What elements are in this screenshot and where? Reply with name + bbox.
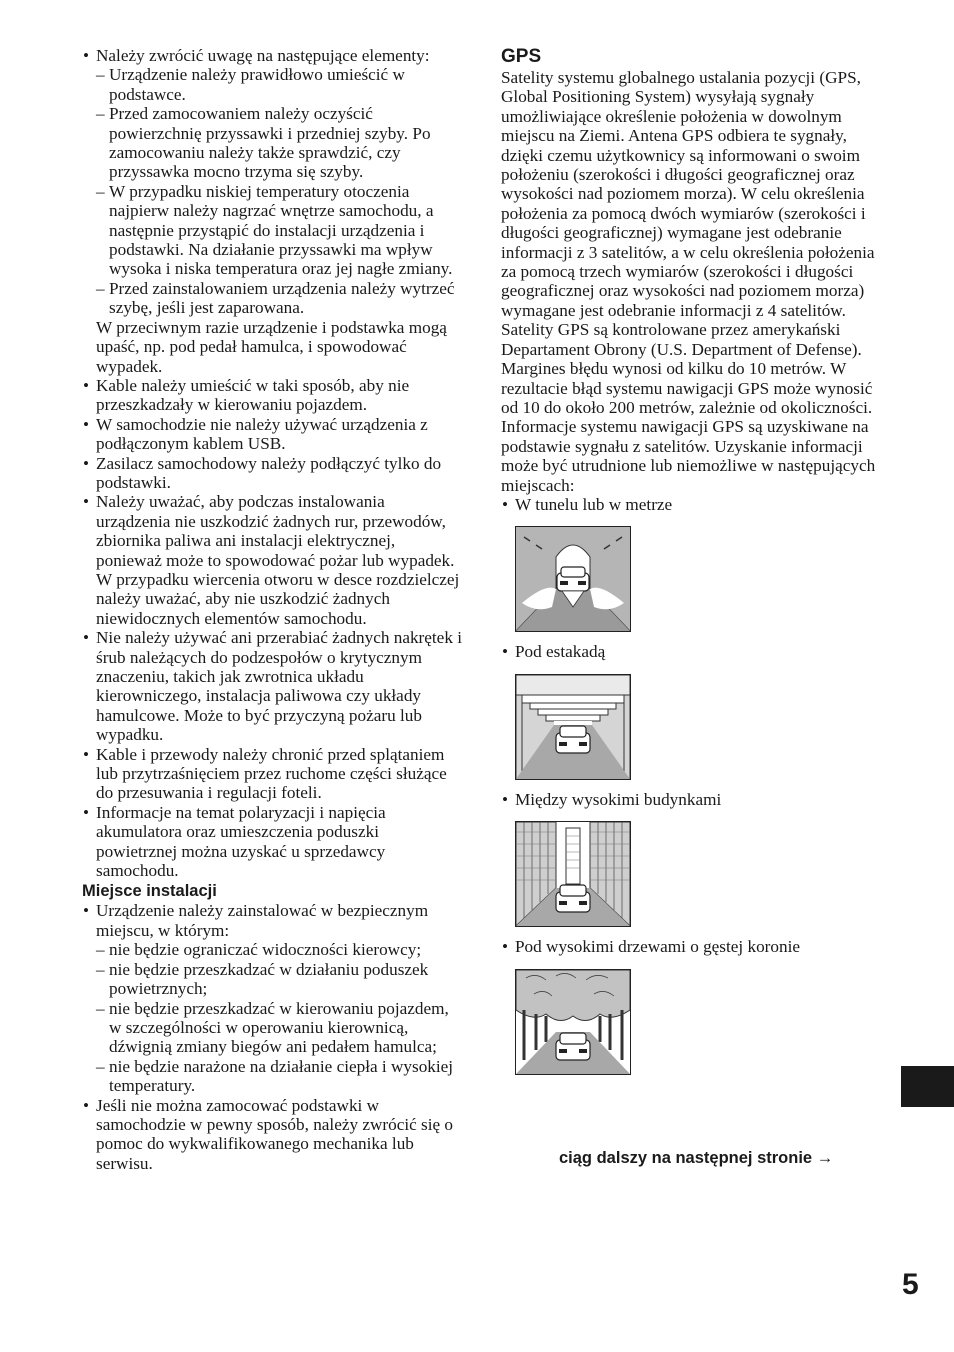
list-item: • Należy zwrócić uwagę na następujące elementy: [82,46,462,65]
location-item-overpass: • Pod estakadą [501,642,886,661]
location-item-trees: • Pod wysokimi drzewami o gęstej koronie [501,937,886,956]
list-subitem: – nie będzie przeszkadzać w działaniu poduszek powietrznych; [82,960,462,999]
list-continuation: W przeciwnym razie urządzenie i podstawka mogą upaść, np. pod pedał hamulca, i spowodować wypadek. [96,317,447,376]
list-item: • Jeśli nie można zamocować podstawki w samochodzie w pewny sposób, należy zwrócić się o pomoc do wykwalifikowanego mechanika lub serwisu. [82,1096,462,1174]
list-item: • Informacje na temat polaryzacji i napięcia akumulatora oraz umieszczenia poduszki powietrznej można uzyskać u sprzedawcy samochodu. [82,803,462,881]
continued-text: ciąg dalszy na następnej stronie [559,1149,813,1167]
arrow-right-icon: → [816,1149,834,1167]
left-column [82,46,462,1173]
right-column [501,46,886,1085]
list-item: • Urządzenie należy zainstalować w bezpiecznym miejscu, w którym: [82,901,462,940]
section-heading-installation-place: Miejsce instalacji [82,882,217,901]
gps-paragraph: Satelity systemu globalnego ustalania pozycji (GPS, Global Positioning System) wysyłają sygnały umożliwiające określenie położenia w dowolnym miejscu na Ziemi. Antena GPS odbiera te sygnały, dzięki czemu użytkownicy są informowani o swoim położeniu (szerokości i długości geograficznej oraz wysokości nad poziomem morza). W celu określenia położenia za pomocą dwóch wymiarów (szerokości i długości geograficznej) wymagane jest odebranie informacji z 3 satelitów, a w celu określenia położenia za pomocą trzech wymiarów (szerokości i długości geograficznej oraz wysokości nad poziomem morza) wymagane jest odebranie informacji z 4 satelitów. Satelity GPS są kontrolowane przez amerykański Departament Obrony (U.S. Department of Defense). Margines błędu wynosi od kilku do 10 metrów. W rezultacie błąd systemu nawigacji GPS może wynosić od 10 do około 200 metrów, zależnie od okoliczności. Informacje systemu nawigacji GPS są uzyskiwane na podstawie sygnału z satelitów. Uzyskanie informacji może być utrudnione lub niemożliwe w następujących miejscach: [501,68,876,495]
buildings-illustration [515,821,631,927]
list-subitem: – W przypadku niskiej temperatury otoczenia najpierw należy nagrzać wnętrze samochodu, a następnie przystąpić do instalacji urządzenia i podstawki. Na działanie przyssawki ma wpływ wysoka i niska temperatura oraz jej nagłe zmiany. [82,182,462,279]
list-subitem: – nie będzie ograniczać widoczności kierowcy; [82,940,462,959]
page-number: 5 [902,1268,919,1301]
continued-next-page-note [559,1148,833,1168]
list-item: • W samochodzie nie należy używać urządzenia z podłączonym kablem USB. [82,415,462,454]
list-item: • Nie należy używać ani przerabiać żadnych nakrętek i śrub należących do podzespołów o krytycznym znaczeniu, takich jak zwrotnica układu kierowniczego, instalacja paliwowa czy układy hamulcowe. Może to być przyczyną pożaru lub wypadku. [82,628,462,744]
list-subitem: – Urządzenie należy prawidłowo umieścić w podstawce. [82,65,462,104]
list-item: • Kable należy umieścić w taki sposób, aby nie przeszkadzały w kierowaniu pojazdem. [82,376,462,415]
list-subitem: – nie będzie narażone na działanie ciepła i wysokiej temperatury. [82,1057,462,1096]
list-item: • Należy uważać, aby podczas instalowania urządzenia nie uszkodzić żadnych rur, przewodów, zbiornika paliwa ani instalacji elektrycznej, ponieważ może to spowodować pożar lub wypadek. W przypadku wiercenia otworu w desce rozdzielczej należy uważać, aby nie uszkodzić żadnych niewidocznych elementów samochodu. [82,492,462,628]
tunnel-illustration [515,526,631,632]
location-item-buildings: • Między wysokimi budynkami [501,790,886,809]
list-item: • Kable i przewody należy chronić przed splątaniem lub przytrzaśnięciem przez ruchome części służące do przesuwania i regulacji foteli. [82,745,462,803]
list-subitem: – Przed zamocowaniem należy oczyścić powierzchnię przyssawki i przedniej szyby. Po zamocowaniu należy także sprawdzić, czy przyssawka mocno trzyma się szyby. [82,104,462,182]
list-item: • Zasilacz samochodowy należy podłączyć tylko do podstawki. [82,454,462,493]
location-item-tunnel: • W tunelu lub w metrze [501,495,886,514]
list-subitem: – Przed zainstalowaniem urządzenia należy wytrzeć szybę, jeśli jest zaparowana. [82,279,462,318]
overpass-illustration [515,674,631,780]
trees-illustration [515,969,631,1075]
section-heading-gps: GPS [501,46,542,67]
language-tab-marker [901,1066,954,1107]
list-subitem: – nie będzie przeszkadzać w kierowaniu pojazdem, w szczególności w operowaniu kierownicą, dźwignią zmiany biegów ani pedałem hamulca; [82,999,462,1057]
